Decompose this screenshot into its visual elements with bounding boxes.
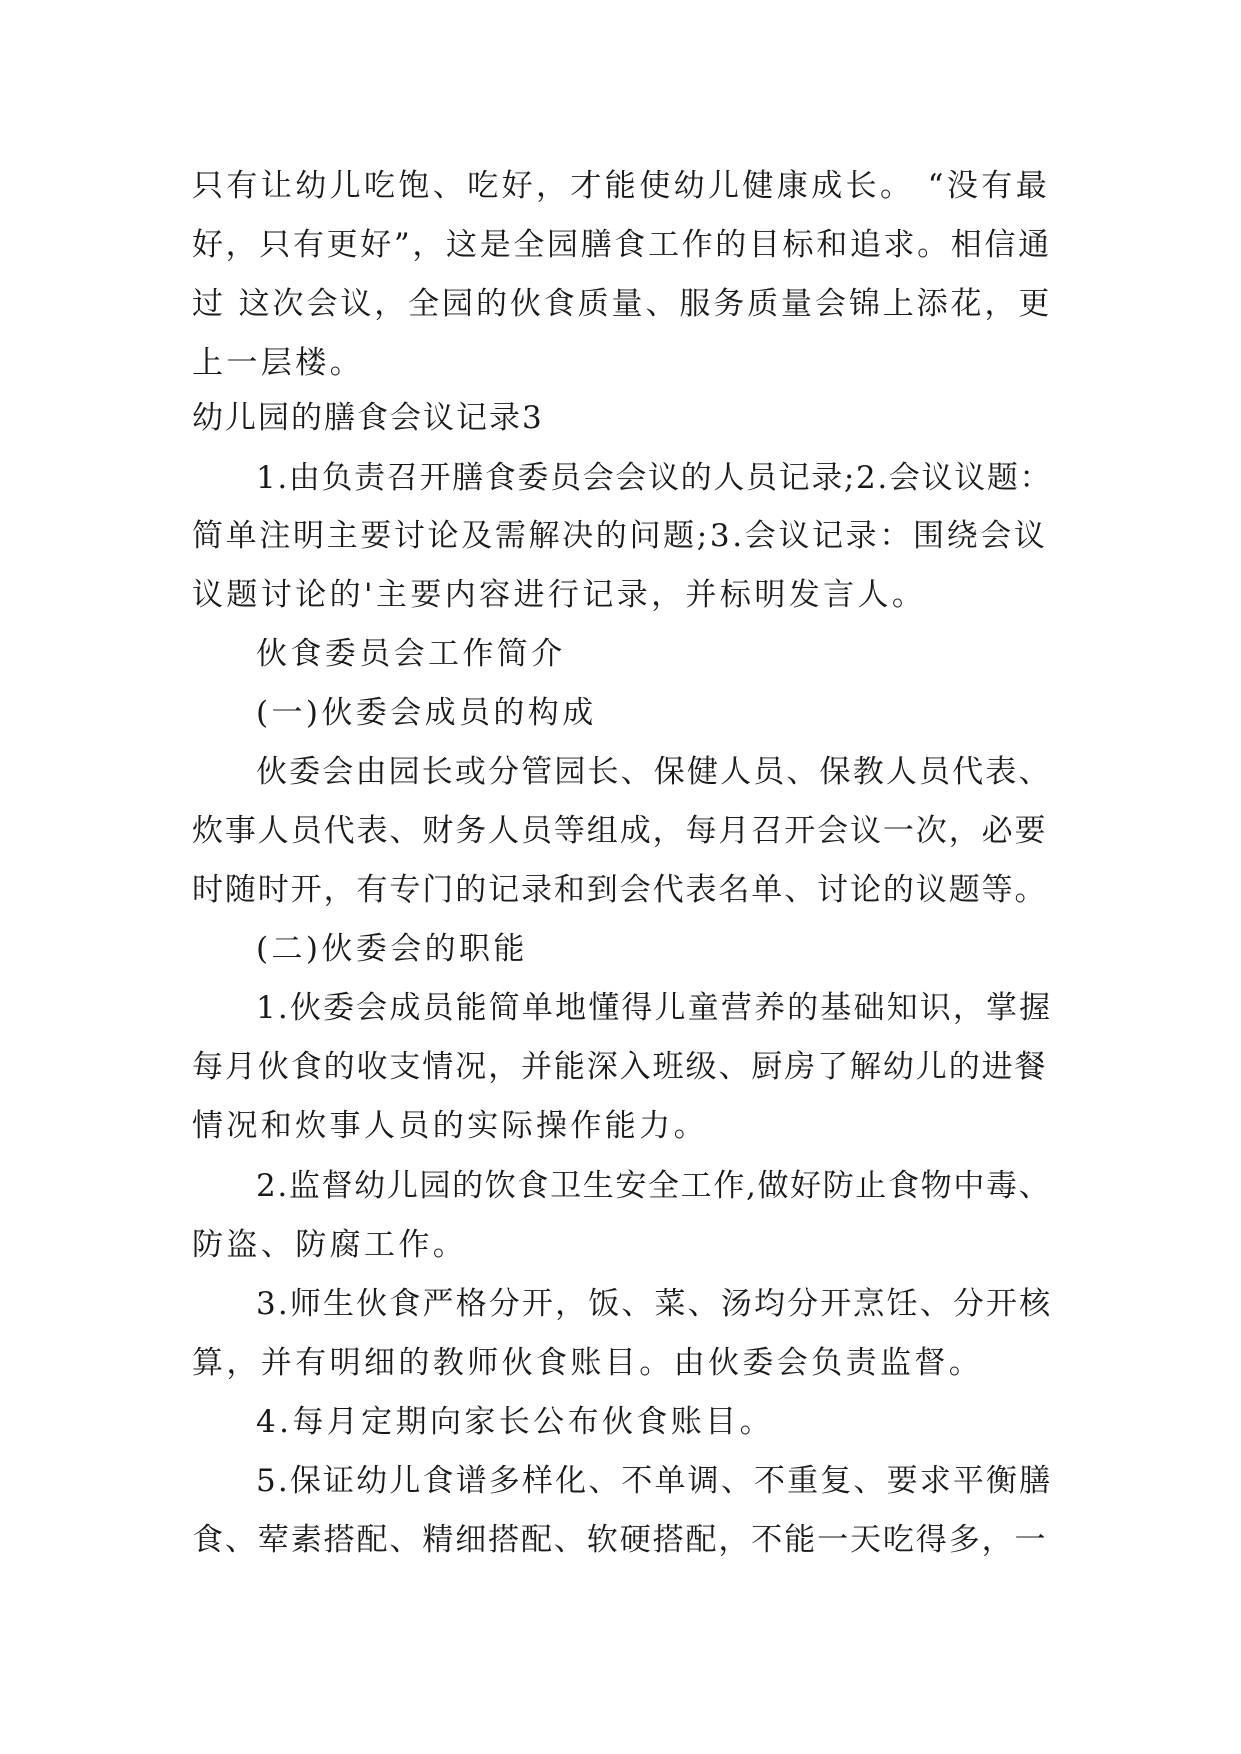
list-item-line: 2.监督幼儿园的饮食卫生安全工作,做好防止食物中毒、 xyxy=(256,1168,1052,1204)
paragraph-line: 好，只有更好”，这是全园膳食工作的目标和追求。相信通 xyxy=(192,227,1052,263)
subsection-title: (一)伙委会成员的构成 xyxy=(256,695,597,731)
paragraph-line: 简单注明主要讨论及需解决的问题;3.会议记录：围绕会议 xyxy=(192,518,1048,554)
paragraph-line: 过 这次会议，全园的伙食质量、服务质量会锦上添花，更 xyxy=(192,286,1053,322)
section-heading: 幼儿园的膳食会议记录3 xyxy=(192,400,544,436)
list-item-line: 1.伙委会成员能简单地懂得儿童营养的基础知识，掌握 xyxy=(256,990,1053,1026)
paragraph-line: 上一层楼。 xyxy=(192,345,364,381)
list-item-line: 4.每月定期向家长公布伙食账目。 xyxy=(256,1404,774,1440)
list-item-line: 防盗、防腐工作。 xyxy=(192,1227,468,1263)
list-item-line: 算，并有明细的教师伙食账目。由伙委会负责监督。 xyxy=(192,1345,984,1381)
list-item-line: 食、荤素搭配、精细搭配、软硬搭配，不能一天吃得多，一 xyxy=(192,1522,1048,1558)
subsection-title: (二)伙委会的职能 xyxy=(256,931,528,967)
paragraph-line: 伙委会由园长或分管园长、保健人员、保教人员代表、 xyxy=(256,754,1052,790)
list-item-line: 每月伙食的收支情况，并能深入班级、厨房了解幼儿的进餐 xyxy=(192,1049,1048,1085)
list-item-line: 3.师生伙食严格分开，饭、菜、汤均分开烹饪、分开核 xyxy=(256,1286,1053,1322)
paragraph-line: 时随时开，有专门的记录和到会代表名单、讨论的议题等。 xyxy=(192,872,1048,908)
paragraph-line: 炊事人员代表、财务人员等组成，每月召开会议一次，必要 xyxy=(192,813,1048,849)
paragraph-line: 1.由负责召开膳食委员会会议的人员记录;2.会议议题： xyxy=(256,460,1053,496)
list-item-line: 5.保证幼儿食谱多样化、不单调、不重复、要求平衡膳 xyxy=(256,1463,1053,1499)
paragraph-line: 议题讨论的'主要内容进行记录，并标明发言人。 xyxy=(192,577,927,613)
list-item-line: 情况和炊事人员的实际操作能力。 xyxy=(192,1108,708,1144)
subsection-title: 伙食委员会工作简介 xyxy=(256,636,566,672)
paragraph-line: 只有让幼儿吃饱、吃好，才能使幼儿健康成长。 “没有最 xyxy=(192,168,1051,204)
